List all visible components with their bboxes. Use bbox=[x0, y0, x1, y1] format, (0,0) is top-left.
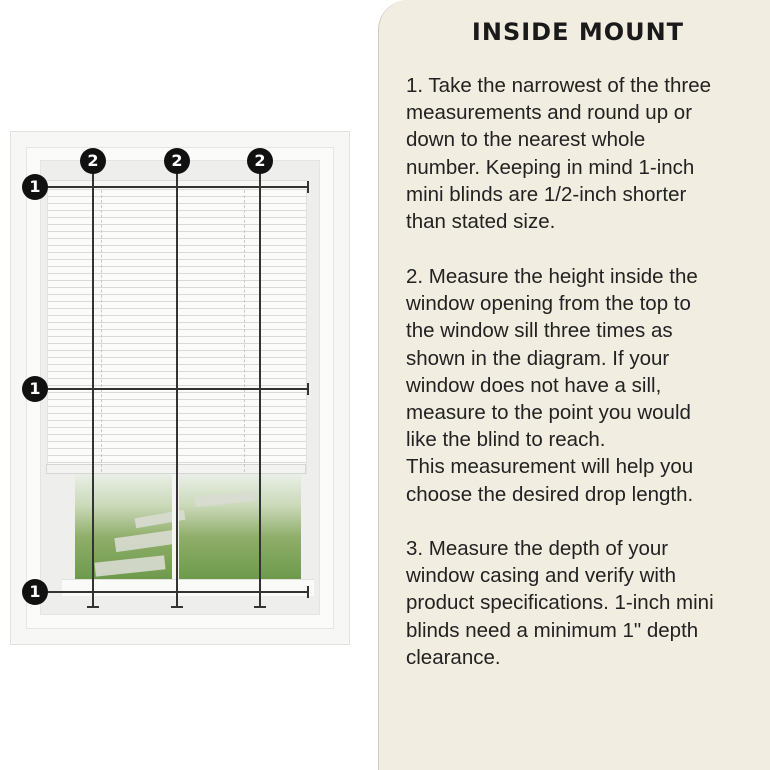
width-measure-tick bbox=[307, 181, 309, 193]
width-measure-line-top bbox=[36, 186, 309, 188]
window-diagram bbox=[0, 0, 360, 770]
width-badge: 1 bbox=[22, 376, 48, 402]
height-measure-tick bbox=[254, 606, 266, 608]
width-measure-line-middle bbox=[36, 388, 309, 390]
height-measure-tick bbox=[87, 606, 99, 608]
blind-cord bbox=[101, 190, 102, 472]
window-sill bbox=[62, 579, 314, 596]
height-measure-line-left bbox=[92, 172, 94, 608]
width-badge: 1 bbox=[22, 174, 48, 200]
blind-cord bbox=[244, 190, 245, 472]
instruction-step-1: 1. Take the narrowest of the three measurements and round up or down to the nearest whole number. Keeping in mind 1-inch mini blinds are 1/2-inch shorter than stated size. bbox=[406, 74, 712, 234]
panel-title: INSIDE MOUNT bbox=[471, 18, 685, 46]
instruction-step-3: 3. Measure the depth of your window casing and verify with product specifications. 1-inch mini blinds need a minimum 1" depth clearance. bbox=[406, 537, 714, 669]
width-measure-line-bottom bbox=[36, 591, 309, 593]
window-glass bbox=[75, 474, 301, 579]
width-badge: 1 bbox=[22, 579, 48, 605]
instructions-content bbox=[386, 0, 770, 770]
height-measure-line-center bbox=[176, 172, 178, 608]
instruction-step-2: 2. Measure the height inside the window opening from the top to the window sill three times as shown in the diagram. If your window does not have a sill, measure to the point you would like the blind to reach. This measurement will help you choose the desired drop length. bbox=[406, 265, 698, 506]
height-badge: 2 bbox=[247, 148, 273, 174]
height-badge: 2 bbox=[164, 148, 190, 174]
height-measure-tick bbox=[171, 606, 183, 608]
width-measure-tick bbox=[307, 586, 309, 598]
width-measure-tick bbox=[307, 383, 309, 395]
height-measure-line-right bbox=[259, 172, 261, 608]
height-badge: 2 bbox=[80, 148, 106, 174]
